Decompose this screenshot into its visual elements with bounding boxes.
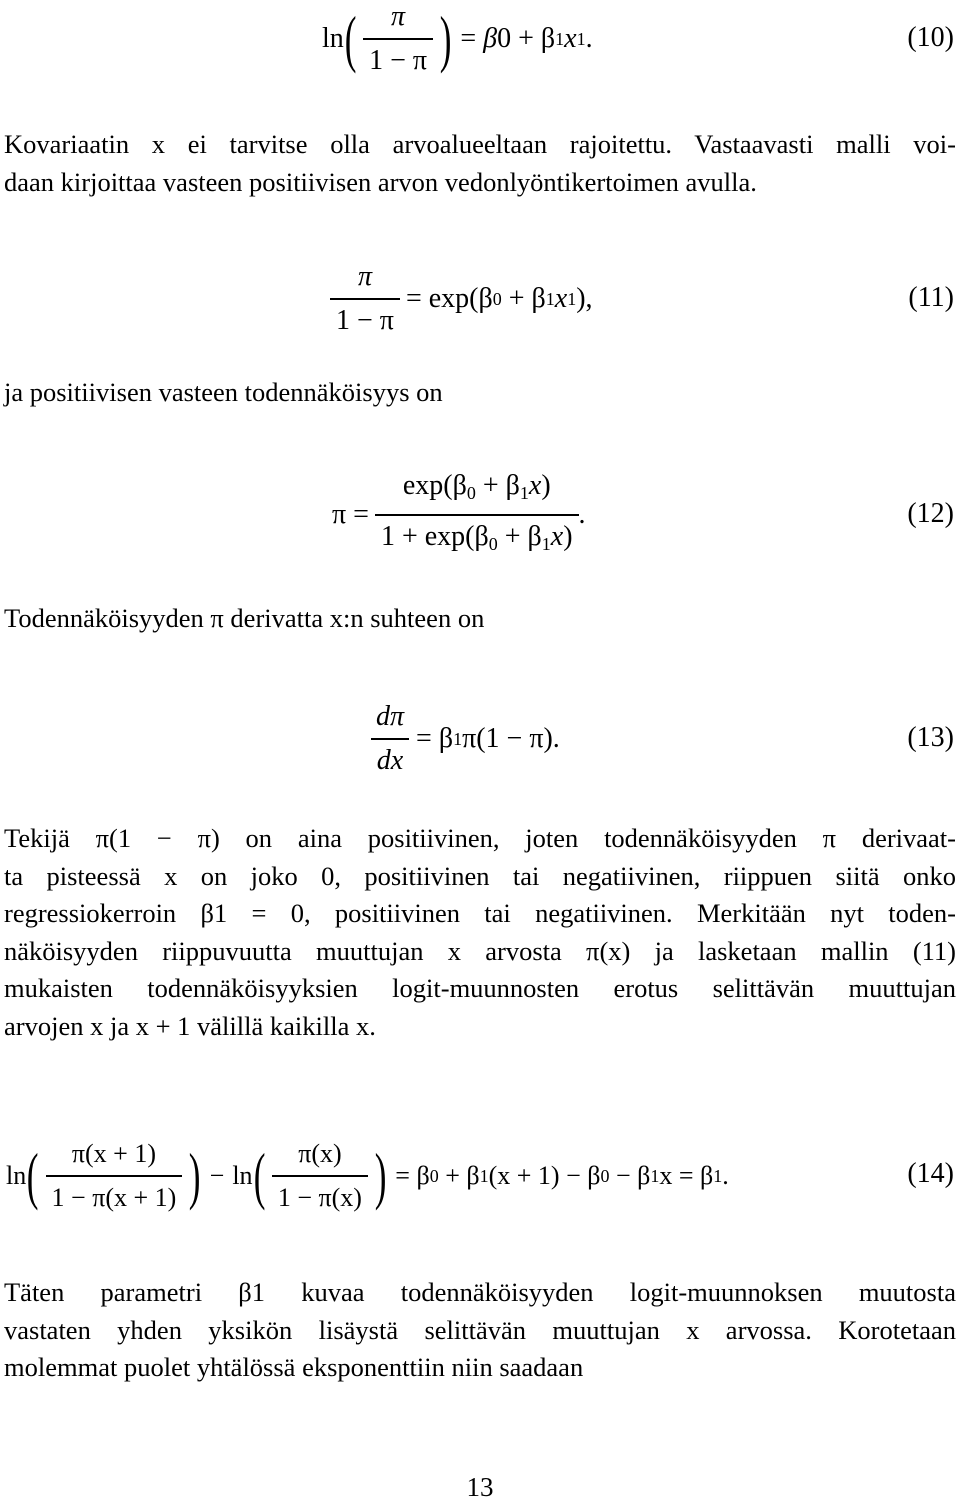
page-number: 13 <box>466 1472 494 1502</box>
lhs: π = <box>332 499 369 530</box>
text-line: regressiokerroin β1 = 0, positiivinen tai negatiivinen. Merkitään nyt toden- <box>4 898 956 928</box>
paragraph-2 <box>4 374 956 412</box>
denominator: 1 − π(x) <box>272 1175 368 1215</box>
var-x: x <box>564 23 577 54</box>
denominator: 1 − π(x + 1) <box>46 1175 183 1215</box>
plus-beta: + β <box>501 283 546 314</box>
equation-13 <box>0 702 960 776</box>
denominator: 1 − π <box>363 38 433 78</box>
numerator: π <box>357 261 372 292</box>
numerator: π <box>391 1 406 32</box>
sub-0: 0 + β <box>497 23 556 54</box>
close-paren: ), <box>576 283 593 314</box>
equation-number: (14) <box>907 1158 954 1189</box>
fraction <box>330 260 400 338</box>
text-line: Todennäköisyyden π derivatta x:n suhteen on <box>4 603 485 633</box>
minus: − <box>209 1161 225 1190</box>
equation-14: ln ( $\frac{\pi(x + 1)}{1 - \pi(x + 1)}$ ) − ln ( $\frac{\pi(x)}{1 - \pi(x)}$ ) = β 0 + β 1 (x + 1) − β 0 − β 1 x = β 1 . (14) <box>0 1136 960 1216</box>
fraction <box>272 1137 368 1215</box>
equals-rhs: = <box>460 23 484 54</box>
sub-1: 1 <box>453 728 463 749</box>
rhs-tail: π(1 − π). <box>462 723 560 754</box>
var-x: x <box>554 283 568 314</box>
right-paren: ) <box>189 1140 201 1211</box>
fraction <box>46 1137 183 1215</box>
sub-1: 1 <box>555 28 565 49</box>
denominator: dx <box>371 738 409 778</box>
ln-operator: ln <box>322 23 344 54</box>
paragraph-3 <box>4 600 956 638</box>
equation-number: (11) <box>908 282 954 313</box>
rhs: = β <box>395 1161 430 1190</box>
text-line: ta pisteessä x on joko 0, positiivinen tai negatiivinen, riippuen siitä onko <box>4 860 956 891</box>
equation-number: (10) <box>907 22 954 53</box>
equation-number: (13) <box>907 722 954 753</box>
denominator: 1 − π <box>330 298 400 338</box>
text-line: Kovariaatin x ei tarvitse olla arvoalueeltaan rajoitettu. Vastaavasti malli voi- <box>4 129 956 159</box>
numerator: π(x + 1) <box>71 1139 156 1168</box>
fraction <box>375 469 579 561</box>
left-paren: ( <box>344 3 357 74</box>
numerator: dπ <box>376 701 405 732</box>
text-line: daan kirjoittaa vasteen positiivisen arvon vedonlyöntikertoimen avulla. <box>4 166 757 197</box>
equation-number: (12) <box>907 498 954 529</box>
sub-x1: 1 <box>567 288 577 309</box>
left-paren: ( <box>27 1140 39 1211</box>
paragraph-4 <box>4 820 956 1045</box>
period: . <box>585 23 593 54</box>
paragraph-1 <box>4 126 956 201</box>
ln-operator: ln <box>6 1161 27 1190</box>
text-line: näköisyyden riippuvuutta muuttujan x arvosta π(x) ja lasketaan mallin (11) <box>4 935 956 966</box>
text-line: molemmat puolet yhtälössä eksponenttiin niin saadaan <box>4 1352 584 1382</box>
sub-0: 0 <box>492 288 502 309</box>
text-line: Tekijä π(1 − π) on aina positiivinen, joten todennäköisyyden π derivaat- <box>4 823 956 853</box>
period: . <box>578 499 586 530</box>
ln-operator: ln <box>232 1161 253 1190</box>
denominator: $1 + \exp(\beta_0 + \beta_1x)$ <box>375 514 579 561</box>
text-line: mukaisten todennäköisyyksien logit-muunnosten erotus selittävän muuttujan <box>4 973 956 1003</box>
equation-11 <box>0 262 960 336</box>
text-line: ja positiivisen vasteen todennäköisyys on <box>4 377 443 407</box>
right-paren: ) <box>374 1140 387 1211</box>
paragraph-5 <box>4 1274 956 1387</box>
text-line: vastaten yhden yksikön lisäystä selittävän muuttujan x arvossa. Korotetaan <box>4 1314 956 1345</box>
numerator: π(x) <box>298 1139 342 1168</box>
sub-x1: 1 <box>576 28 586 49</box>
fraction <box>363 0 433 78</box>
text-line: arvojen x ja x + 1 välillä kaikilla x. <box>4 1010 376 1041</box>
beta: β <box>483 23 498 54</box>
numerator: $\exp(\beta_0 + \beta_1x)$ <box>402 470 551 503</box>
fraction <box>370 700 410 778</box>
sub-1: 1 <box>545 288 555 309</box>
equation-10 <box>0 2 960 76</box>
rhs: = β <box>416 723 454 754</box>
left-paren: ( <box>253 1140 266 1211</box>
text-line: Täten parametri β1 kuvaa todennäköisyyden logit-muunnoksen muutosta <box>4 1277 956 1307</box>
rhs: = exp(β <box>405 283 493 314</box>
equation-12 <box>0 470 960 554</box>
right-paren: ) <box>439 3 452 74</box>
